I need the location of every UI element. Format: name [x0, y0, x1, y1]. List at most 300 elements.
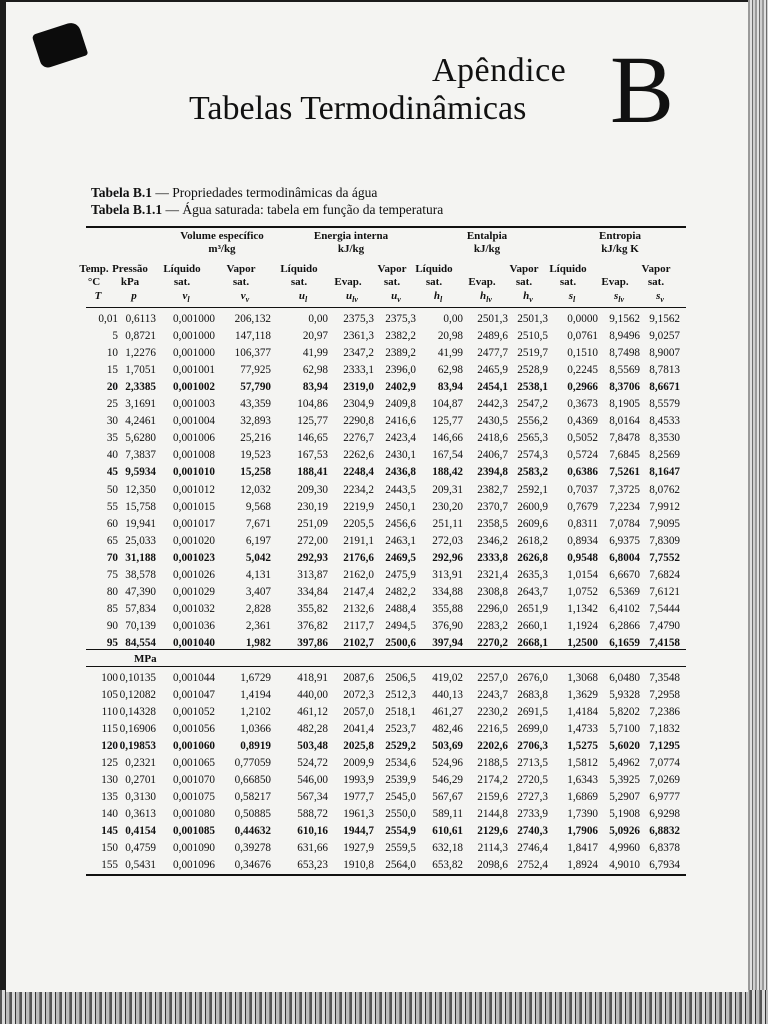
table-cell: 0,2966	[567, 381, 598, 394]
table-cell: 9,568	[245, 500, 271, 513]
table-cell: 2389,2	[385, 347, 416, 360]
table-cell: 0,5724	[567, 449, 598, 462]
section-rule-bottom	[86, 666, 686, 667]
table-cell: 8,6671	[649, 381, 680, 394]
table-cell: 2188,5	[477, 757, 508, 769]
table-cell: 2720,5	[517, 774, 548, 786]
table-cell: 4,9960	[609, 842, 640, 854]
table-cell: 2430,1	[385, 449, 416, 462]
table-cell: 2519,7	[517, 347, 548, 360]
table-cell: 2230,2	[477, 706, 508, 718]
table-cell: 209,31	[432, 483, 463, 496]
table-cell: 19,941	[125, 517, 156, 530]
ink-blot	[32, 20, 89, 69]
table-cell: 2257,0	[477, 672, 508, 684]
table-cell: 57,790	[240, 381, 271, 394]
table-cell: 2370,7	[477, 500, 508, 513]
table-cell: 1,4733	[567, 723, 598, 735]
table-cell: 272,03	[432, 534, 463, 547]
table-cell: 145	[101, 825, 118, 837]
table-cell: 0,66850	[234, 774, 271, 786]
table-cell: 230,19	[297, 500, 328, 513]
table-cell: 2609,6	[517, 517, 548, 530]
table-cell: 84,554	[125, 636, 156, 649]
table-cell: 2402,9	[385, 381, 416, 394]
table-cell: 2450,1	[385, 500, 416, 513]
table-cell: 0,0761	[567, 330, 598, 343]
table-cell: 631,66	[297, 842, 328, 854]
column-symbol-letter: T	[94, 290, 102, 302]
table-cell: 38,578	[125, 568, 156, 581]
column-symbol-letter: u	[346, 290, 353, 302]
table-cell: 7,3725	[609, 483, 640, 496]
caption-1-text: — Propriedades termodinâmicas da água	[152, 185, 378, 200]
table-cell: 2699,0	[517, 723, 548, 735]
table-cell: 2740,3	[517, 825, 548, 837]
table-cell: 7,0774	[649, 757, 680, 769]
table-cell: 2651,9	[517, 602, 548, 615]
column-header-line2: sat.	[559, 276, 577, 288]
table-cell: 62,98	[437, 364, 463, 377]
table-cell: 5,4962	[609, 757, 640, 769]
table-cell: 292,96	[432, 551, 463, 564]
table-cell: 0,44632	[234, 825, 271, 837]
table-cell: 2683,8	[517, 689, 548, 701]
table-cell: 8,9496	[609, 330, 640, 343]
column-header-line2: Evap.	[468, 276, 496, 288]
table-cell: 2132,6	[343, 602, 374, 615]
table-cell: 0,12082	[119, 689, 156, 701]
table-cell: 7,3837	[125, 449, 156, 462]
table-cell: 2290,8	[343, 415, 374, 428]
appendix-letter: B	[610, 36, 675, 143]
column-group-unit: kJ/kg K	[601, 243, 639, 255]
table-cell: 7,8478	[609, 432, 640, 445]
document-page	[6, 2, 748, 992]
table-cell: 2205,5	[343, 517, 374, 530]
column-symbol-letter: h	[433, 290, 440, 302]
table-cell: 2248,4	[343, 466, 374, 479]
table-cell: 4,2461	[125, 415, 156, 428]
table-cell: 147,118	[235, 330, 271, 343]
table-cell: 0,0000	[567, 313, 598, 325]
column-header-line2: °C	[87, 276, 101, 288]
table-cell: 1,4194	[240, 689, 271, 701]
table-cell: 2523,7	[385, 723, 416, 735]
table-cell: 0,001004	[173, 415, 215, 428]
table-cell: 6,9375	[609, 534, 640, 547]
table-cell: 7,3548	[649, 672, 680, 684]
table-cell: 9,1562	[609, 313, 640, 325]
table-cell: 2375,3	[385, 313, 416, 325]
table-cell: 2308,8	[477, 585, 508, 598]
table-cell: 2706,3	[517, 740, 548, 752]
column-group-3	[560, 230, 680, 256]
table-cell: 503,48	[297, 740, 328, 752]
table-cell: 2501,3	[517, 313, 548, 325]
table-cell: 0,001020	[173, 534, 215, 547]
table-cell: 5	[112, 330, 118, 343]
table-cell: 1,7906	[567, 825, 598, 837]
caption-2-label: Tabela B.1.1	[91, 202, 163, 217]
table-cell: 135	[101, 791, 118, 803]
table-cell: 567,34	[297, 791, 328, 803]
table-cell: 230,20	[432, 500, 463, 513]
table-cell: 41,99	[437, 347, 463, 360]
table-cell: 2346,2	[477, 534, 508, 547]
table-cell: 2436,8	[385, 466, 416, 479]
table-cell: 2087,6	[343, 672, 374, 684]
table-cell: 8,5569	[609, 364, 640, 377]
table-cell: 2009,9	[343, 757, 374, 769]
table-cell: 6,8832	[649, 825, 680, 837]
table-cell: 206,132	[234, 313, 271, 325]
table-cell: 0,50885	[234, 808, 271, 820]
table-cell: 0,9548	[567, 551, 598, 564]
table-cell: 7,2386	[649, 706, 680, 718]
column-symbol-subscript: v	[529, 295, 533, 305]
column-header-line1: Vapor	[377, 263, 407, 275]
table-cell: 1,6343	[567, 774, 598, 786]
table-cell: 0,3613	[125, 808, 156, 820]
table-cell: 1,3068	[567, 672, 598, 684]
table-cell: 2,828	[245, 602, 271, 615]
table-cell: 7,9912	[649, 500, 680, 513]
table-cell: 2234,2	[343, 483, 374, 496]
table-cell: 5,6280	[125, 432, 156, 445]
table-cell: 0,001012	[173, 483, 215, 496]
table-cell: 5,7100	[609, 723, 640, 735]
table-cell: 0,6113	[125, 313, 156, 325]
table-cell: 440,00	[297, 689, 328, 701]
table-cell: 1,8417	[567, 842, 598, 854]
table-cell: 0,001023	[173, 551, 215, 564]
table-cell: 2512,3	[385, 689, 416, 701]
column-symbol-subscript: v	[660, 295, 664, 305]
table-cell: 2529,2	[385, 740, 416, 752]
table-cell: 0,001000	[173, 330, 215, 343]
table-cell: 7,6121	[649, 585, 680, 598]
table-cell: 2394,8	[477, 466, 508, 479]
table-cell: 1,982	[245, 636, 271, 649]
column-symbol	[640, 290, 680, 304]
table-cell: 8,1647	[649, 466, 680, 479]
column-header-line1: Líquido	[163, 263, 201, 275]
column-symbol-subscript: l	[573, 295, 576, 305]
table-cell: 2600,9	[517, 500, 548, 513]
table-cell: 2442,3	[477, 398, 508, 411]
table-cell: 546,00	[297, 774, 328, 786]
scan-edge-bottom	[0, 990, 768, 1024]
table-cell: 2465,9	[477, 364, 508, 377]
table-cell: 6,2866	[609, 619, 640, 632]
table-cell: 3,1691	[125, 398, 156, 411]
scan-edge-right	[748, 0, 768, 1024]
table-cell: 0,001032	[173, 602, 215, 615]
table-cell: 7,4790	[649, 619, 680, 632]
table-cell: 0,001060	[173, 740, 215, 752]
table-cell: 0,4154	[125, 825, 156, 837]
table-cell: 1,0366	[240, 723, 271, 735]
table-cell: 188,42	[432, 466, 463, 479]
table-cell: 1977,7	[343, 791, 374, 803]
table-cell: 1,3629	[567, 689, 598, 701]
table-cell: 0,001052	[173, 706, 215, 718]
table-cell: 2333,1	[343, 364, 374, 377]
table-cell: 2510,5	[517, 330, 548, 343]
table-cell: 2396,0	[385, 364, 416, 377]
table-cell: 2361,3	[343, 330, 374, 343]
appendix-word: Apêndice	[432, 52, 567, 89]
table-cell: 461,27	[432, 706, 463, 718]
column-header-line2: sat.	[425, 276, 443, 288]
table-cell: 355,88	[432, 602, 463, 615]
table-cell: 2500,6	[385, 636, 416, 649]
table-cell: 7,8309	[649, 534, 680, 547]
table-cell: 2574,3	[517, 449, 548, 462]
table-cell: 7,4158	[649, 636, 680, 649]
table-cell: 7,5444	[649, 602, 680, 615]
table-cell: 2418,6	[477, 432, 508, 445]
table-cell: 2564,0	[385, 859, 416, 871]
table-cell: 1993,9	[343, 774, 374, 786]
section-rule-top	[86, 649, 686, 650]
table-cell: 2635,3	[517, 568, 548, 581]
column-header-line2: sat.	[290, 276, 308, 288]
table-cell: 567,67	[432, 791, 463, 803]
table-cell: 0,34676	[234, 859, 271, 871]
table-cell: 2262,6	[343, 449, 374, 462]
table-cell: 2072,3	[343, 689, 374, 701]
table-cell: 7,9095	[649, 517, 680, 530]
table-cell: 2469,5	[385, 551, 416, 564]
table-cell: 6,6670	[609, 568, 640, 581]
table-cell: 2494,5	[385, 619, 416, 632]
table-cell: 8,0164	[609, 415, 640, 428]
table-cell: 0,001036	[173, 619, 215, 632]
table-cell: 7,2958	[649, 689, 680, 701]
table-cell: 0,00	[443, 313, 463, 325]
table-cell: 589,11	[432, 808, 463, 820]
column-group-unit: kJ/kg	[473, 243, 501, 255]
table-cell: 83,94	[437, 381, 463, 394]
table-cell: 83,94	[302, 381, 328, 394]
column-symbol-subscript: l	[187, 295, 190, 305]
table-cell: 140	[101, 808, 118, 820]
column-symbol	[546, 290, 598, 304]
table-cell: 0,001010	[173, 466, 215, 479]
table-cell: 6,5369	[609, 585, 640, 598]
table-cell: 334,88	[432, 585, 463, 598]
table-cell: 1944,7	[343, 825, 374, 837]
column-symbol-letter: u	[298, 290, 305, 302]
table-cell: 2409,8	[385, 398, 416, 411]
table-cell: 2144,8	[477, 808, 508, 820]
table-cell: 9,1562	[649, 313, 680, 325]
table-cell: 0,001015	[173, 500, 215, 513]
table-cell: 0,8721	[125, 330, 156, 343]
table-cell: 19,523	[240, 449, 271, 462]
column-symbol	[157, 290, 215, 304]
table-cell: 2270,2	[477, 636, 508, 649]
table-cell: 0,16906	[119, 723, 156, 735]
table-cell: 150	[101, 842, 118, 854]
table-cell: 0,001001	[173, 364, 215, 377]
table-cell: 482,46	[432, 723, 463, 735]
table-cell: 0,14328	[119, 706, 156, 718]
table-cell: 2592,1	[517, 483, 548, 496]
table-cell: 0,8934	[567, 534, 598, 547]
column-group-label: Volume específico	[180, 230, 264, 242]
table-cell: 1,6869	[567, 791, 598, 803]
table-cell: 0,001065	[173, 757, 215, 769]
table-cell: 2430,5	[477, 415, 508, 428]
table-cell: 6,1659	[609, 636, 640, 649]
table-cell: 110	[101, 706, 118, 718]
table-cell: 2382,7	[477, 483, 508, 496]
table-cell: 0,001003	[173, 398, 215, 411]
table-cell: 2,3385	[125, 381, 156, 394]
table-cell: 0,01	[98, 313, 118, 325]
table-cell: 5,6020	[609, 740, 640, 752]
table-cell: 0,2701	[125, 774, 156, 786]
table-cell: 7,0784	[609, 517, 640, 530]
table-cell: 2283,2	[477, 619, 508, 632]
table-cell: 100	[101, 672, 118, 684]
table-cell: 2159,6	[477, 791, 508, 803]
table-cell: 5,0926	[609, 825, 640, 837]
table-cell: 31,188	[125, 551, 156, 564]
table-cell: 524,72	[297, 757, 328, 769]
column-group-0	[168, 230, 276, 256]
column-header-line1: Pressão	[112, 263, 148, 275]
table-cell: 0,001075	[173, 791, 215, 803]
table-cell: 8,9007	[649, 347, 680, 360]
caption-2-text: — Água saturada: tabela em função da temperatura	[162, 202, 444, 217]
table-cell: 0,39278	[234, 842, 271, 854]
table-cell: 75	[106, 568, 118, 581]
table-cell: 6,4102	[609, 602, 640, 615]
table-cell: 4,131	[245, 568, 271, 581]
table-cell: 146,65	[297, 432, 328, 445]
table-cell: 313,87	[297, 568, 328, 581]
table-cell: 2319,0	[343, 381, 374, 394]
table-cell: 0,4369	[567, 415, 598, 428]
column-symbol-subscript: l	[304, 295, 308, 305]
table-cell: 524,96	[432, 757, 463, 769]
table-cell: 2501,3	[477, 313, 508, 325]
table-cell: 2057,0	[343, 706, 374, 718]
column-header-line1: Vapor	[226, 263, 256, 275]
table-cell: 2098,6	[477, 859, 508, 871]
table-cell: 8,2569	[649, 449, 680, 462]
table-cell: 0,8919	[240, 740, 271, 752]
table-cell: 2041,4	[343, 723, 374, 735]
table-cell: 55	[106, 500, 118, 513]
column-symbol	[112, 290, 156, 302]
table-cell: 1,5275	[567, 740, 598, 752]
table-cell: 0,001040	[173, 636, 215, 649]
table-cell: 1,7390	[567, 808, 598, 820]
column-header-line1: Líquido	[415, 263, 453, 275]
table-cell: 2416,6	[385, 415, 416, 428]
column-header-line2: sat.	[173, 276, 191, 288]
table-cell: 8,3530	[649, 432, 680, 445]
column-symbol-letter: s	[568, 290, 574, 302]
table-cell: 2482,2	[385, 585, 416, 598]
table-cell: 6,7934	[649, 859, 680, 871]
column-group-unit: m³/kg	[208, 243, 236, 255]
table-cell: 653,23	[297, 859, 328, 871]
table-cell: 167,53	[297, 449, 328, 462]
table-cell: 0,001029	[173, 585, 215, 598]
column-header-line1: Vapor	[641, 263, 671, 275]
caption-line-1	[91, 184, 443, 201]
table-cell: 5,8202	[609, 706, 640, 718]
table-cell: 45	[106, 466, 118, 479]
table-cell: 313,91	[432, 568, 463, 581]
table-cell: 546,29	[432, 774, 463, 786]
column-symbol-subscript: v	[245, 295, 250, 305]
table-cell: 43,359	[240, 398, 271, 411]
column-symbol-letter: p	[131, 290, 137, 302]
table-cell: 155	[101, 859, 118, 871]
column-symbol-letter: h	[480, 290, 487, 302]
table-cell: 209,30	[297, 483, 328, 496]
column-group-unit: kJ/kg	[337, 243, 365, 255]
table-cell: 2358,5	[477, 517, 508, 530]
table-cell: 2216,5	[477, 723, 508, 735]
table-cell: 120	[101, 740, 118, 752]
table-cell: 0,001002	[173, 381, 215, 394]
column-symbol-letter: v	[240, 290, 246, 302]
table-cell: 0,001056	[173, 723, 215, 735]
table-cell: 2618,2	[517, 534, 548, 547]
table-cell: 0,2321	[125, 757, 156, 769]
table-cell: 40	[106, 449, 118, 462]
table-cell: 4,9010	[609, 859, 640, 871]
table-cell: 0,6386	[567, 466, 598, 479]
table-cell: 1,0752	[567, 585, 598, 598]
table-cell: 2463,1	[385, 534, 416, 547]
table-cell: 2556,2	[517, 415, 548, 428]
table-cell: 610,61	[432, 825, 463, 837]
column-header-line1: Líquido	[280, 263, 318, 275]
table-cell: 0,001008	[173, 449, 215, 462]
table-cell: 7,1295	[649, 740, 680, 752]
table-cell: 503,69	[432, 740, 463, 752]
table-cell: 104,87	[432, 398, 463, 411]
table-cell: 2488,4	[385, 602, 416, 615]
table-cell: 0,001000	[173, 313, 215, 325]
table-cell: 397,94	[432, 636, 463, 649]
table-cell: 50	[106, 483, 118, 496]
table-cell: 105	[101, 689, 118, 701]
table-cell: 461,12	[297, 706, 328, 718]
table-cell: 440,13	[432, 689, 463, 701]
table-cell: 1,2102	[240, 706, 271, 718]
column-header-line2: Evap.	[334, 276, 362, 288]
table-cell: 9,0257	[649, 330, 680, 343]
caption-line-2	[91, 201, 443, 218]
table-cell: 419,02	[432, 672, 463, 684]
table-cell: 2333,8	[477, 551, 508, 564]
table-cell: 610,16	[297, 825, 328, 837]
table-cell: 8,4533	[649, 415, 680, 428]
table-cell: 6,9777	[649, 791, 680, 803]
column-group-label: Entropia	[599, 230, 641, 242]
column-header-line1: Líquido	[549, 263, 587, 275]
